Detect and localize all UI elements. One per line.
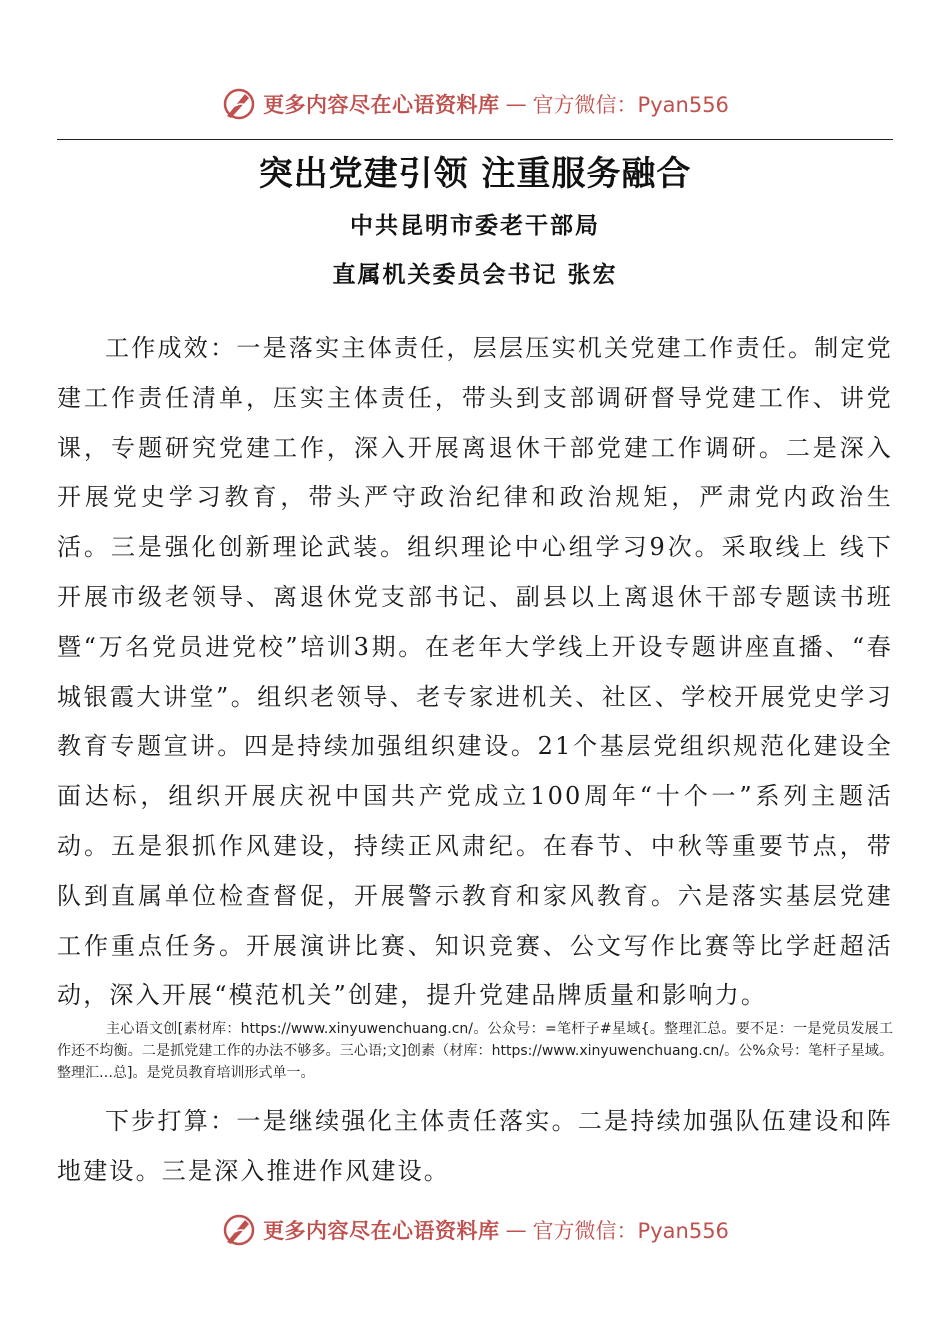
document-title: 突出党建引领 注重服务融合: [258, 154, 692, 194]
watermark-separator: —: [505, 1218, 527, 1242]
body-paragraph-achievements: 工作成效：一是落实主体责任，层层压实机关党建工作责任。制定党建工作责任清单，压实主体责任，带头到支部调研督导党建工作、讲党课，专题研究党建工作，深入开展离退休干部党建工作调研。二是深入开展党史学习教育，带头严守政治纪律和政治规矩，严肃党内政治生活。三是强化创新理论武装。组织理论中心组学习9次。采取线上 线下开展市级老领导、离退休党支部书记、副县以上离退休干部专题读书班暨“万名党员进党校”培训3期。在老年大学线上开设专题讲座直播、“春城银霞大讲堂”。组织老领导、老专家进机关、社区、学校开展党史学习教育专题宣讲。四是持续加强组织建设。21个基层党组织规范化建设全面达标，组织开展庆祝中国共产党成立100周年“十个一”系列主题活动。五是狠抓作风建设，持续正风肃纪。在春节、中秋等重要节点，带队到直属单位检查督促，开展警示教育和家风教育。六是落实基层党建工作重点任务。开展演讲比赛、知识竞赛、公文写作比赛等比学赶超活动，深入开展“模范机关”创建，提升党建品牌质量和影响力。: [57, 334, 893, 1010]
pen-logo-icon: [221, 86, 257, 122]
watermark-footer: [0, 1210, 950, 1250]
watermark-header: [0, 84, 950, 124]
document-organization: 中共昆明市委老干部局: [350, 212, 600, 239]
watermark-text: 更多内容尽在心语资料库: [263, 1219, 500, 1243]
watermark-separator: —: [505, 92, 527, 116]
watermark-account: 官方微信：Pyan556: [532, 1219, 729, 1243]
inserted-note: 主心语文创[素材库：https://www.xinyuwenchuang.cn/。公众号：=笔杆子#星域{。整理汇总。要不足：一是党员发展工作还不均衡。二是抓党建工作的办法不够多。三心语;文]创素（材库：https://www.xinyuwenchuang.cn/。公%众号：笔杆子星域。整理汇…总]。是党员教育培训形式单一。: [57, 1021, 893, 1081]
header-divider: [57, 139, 893, 140]
document-author: 直属机关委员会书记 张宏: [332, 261, 618, 288]
watermark-account: 官方微信：Pyan556: [532, 93, 729, 117]
body-paragraph-plans: 下步打算：一是继续强化主体责任落实。二是持续加强队伍建设和阵地建设。三是深入推进作风建设。: [57, 1107, 893, 1185]
watermark-text: 更多内容尽在心语资料库: [263, 93, 500, 117]
pen-logo-icon: [221, 1212, 257, 1248]
